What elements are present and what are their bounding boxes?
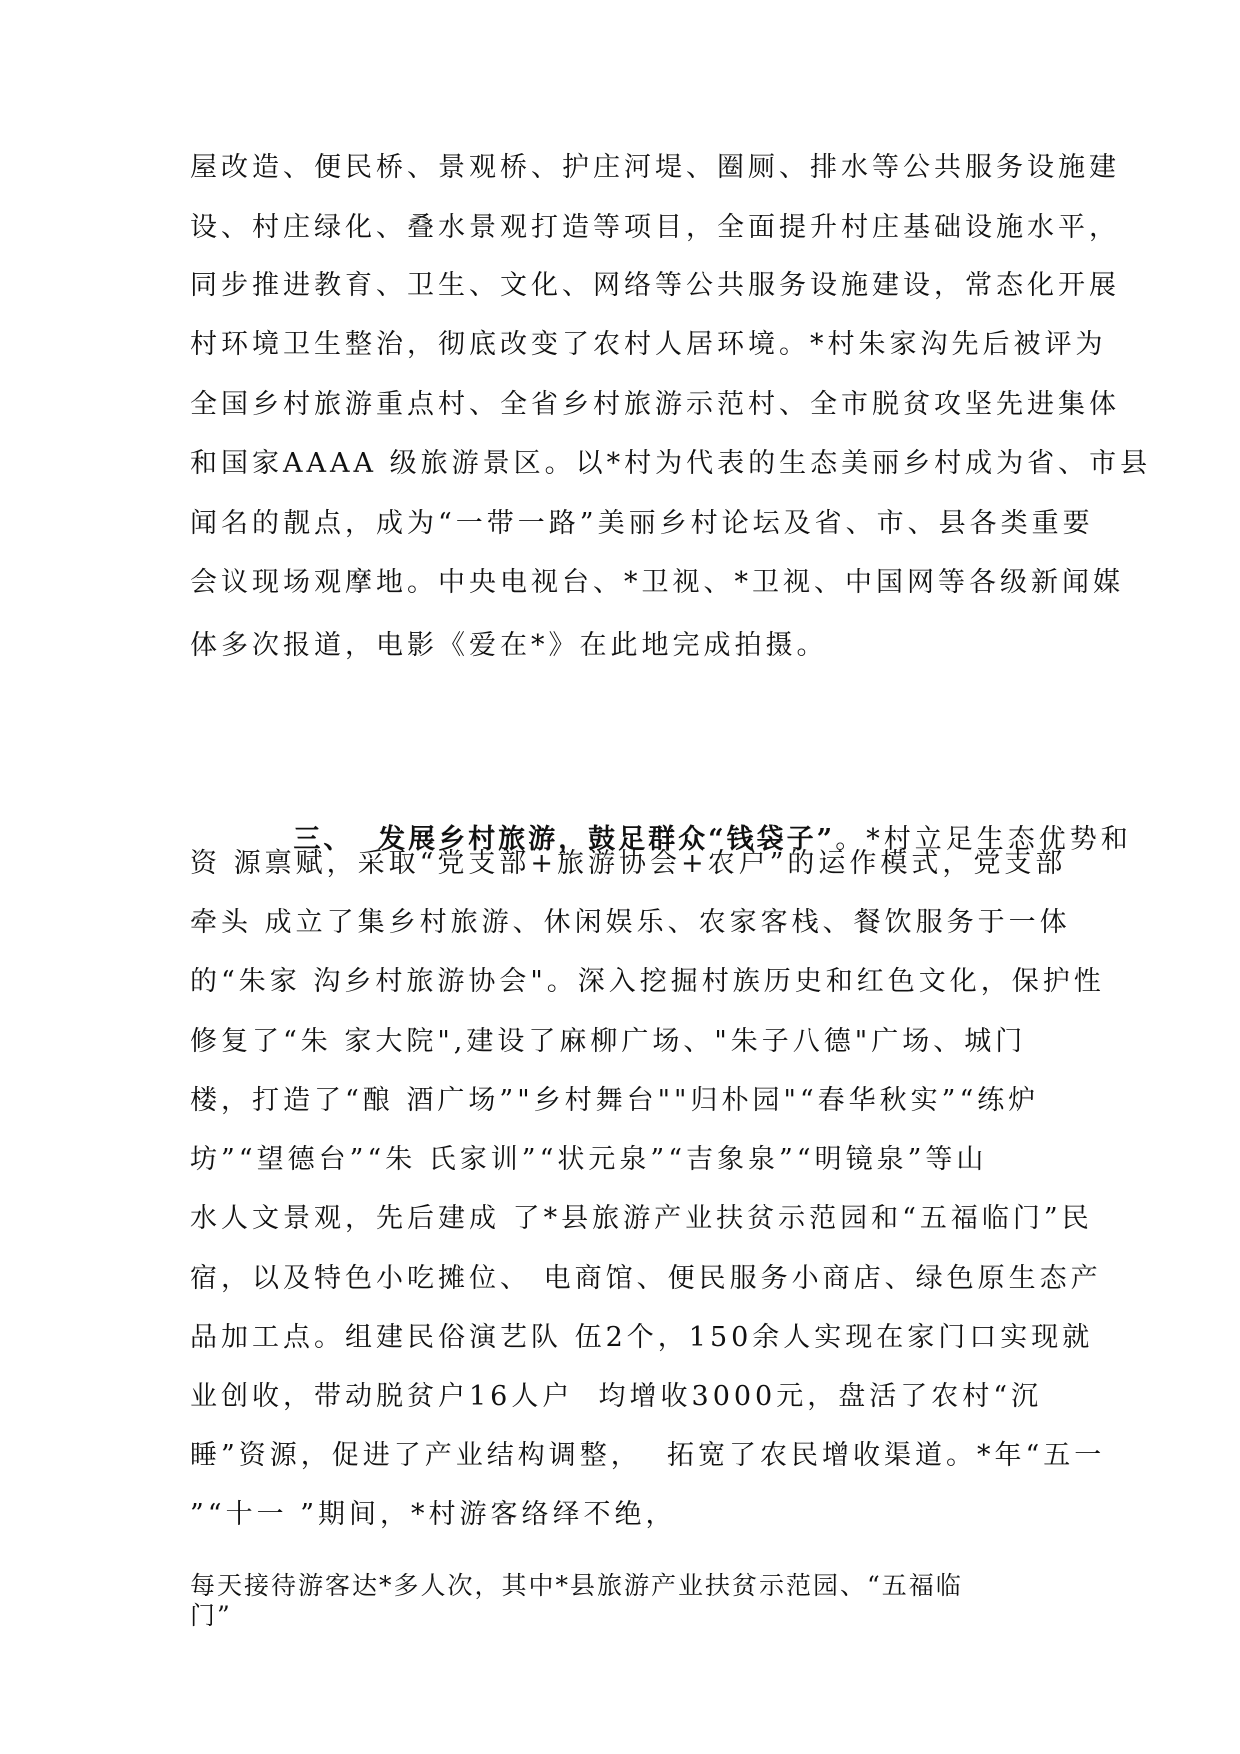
section-heading: 三、 发展乡村旅游，鼓足群众“钱袋子” — [293, 824, 836, 855]
paragraph-line: 同步推进教育、卫生、文化、网络等公共服务设施建设，常态化开展 — [190, 270, 1120, 301]
paragraph-line: 修复了“朱 家大院",建设了麻柳广场、"朱子八德"广场、城门 — [190, 1026, 1027, 1057]
paragraph-line: 屋改造、便民桥、景观桥、护庄河堤、圈厕、排水等公共服务设施建 — [190, 152, 1120, 183]
paragraph-line: 坊”“望德台”“朱 氏家训”“状元泉”“吉象泉”“明镜泉”等山 — [190, 1144, 988, 1175]
paragraph-line: 每天接待游客达*多人次，其中*县旅游产业扶贫示范园、“五福临 — [190, 1571, 963, 1600]
paragraph-line: 宿，以及特色小吃摊位、 电商馆、便民服务小商店、绿色原生态产 — [190, 1263, 1102, 1294]
paragraph-line: 的“朱家 沟乡村旅游协会"。深入挖掘村族历史和红色文化，保护性 — [190, 966, 1105, 997]
paragraph-text: 。*村立足生态优势和 — [835, 824, 1132, 855]
paragraph-line: 资 源禀赋，采取“党支部+旅游协会+农户”的运作模式，党支部 — [190, 848, 1067, 879]
paragraph-line: 全国乡村旅游重点村、全省乡村旅游示范村、全市脱贫攻坚先进集体 — [190, 389, 1120, 420]
paragraph-line: 村环境卫生整治，彻底改变了农村人居环境。*村朱家沟先后被评为 — [190, 329, 1107, 360]
paragraph-line: 楼，打造了“酿 酒广场”"乡村舞台""归朴园"“春华秋实”“练炉 — [190, 1085, 1040, 1116]
paragraph-line: 闻名的靓点，成为“一带一路”美丽乡村论坛及省、市、县各类重要 — [190, 508, 1094, 539]
paragraph-line: 睡”资源，促进了产业结构调整， 拓宽了农民增收渠道。*年“五一 — [190, 1440, 1106, 1471]
paragraph-line: 品加工点。组建民俗演艺队 伍2个，150余人实现在家门口实现就 — [190, 1322, 1094, 1353]
paragraph-line: 和国家AAAA 级旅游景区。以*村为代表的生态美丽乡村成为省、市县 — [190, 448, 1152, 479]
paragraph-line: 设、村庄绿化、叠水景观打造等项目，全面提升村庄基础设施水平， — [190, 212, 1120, 243]
paragraph-line: 会议现场观摩地。中央电视台、*卫视、*卫视、中国网等各级新闻媒 — [190, 567, 1124, 598]
paragraph-line: ”“十一 ”期间，*村游客络绎不绝， — [190, 1499, 677, 1530]
paragraph-line: 门” — [190, 1601, 232, 1630]
paragraph-line: 牵头 成立了集乡村旅游、休闲娱乐、农家客栈、餐饮服务于一体 — [190, 907, 1071, 938]
paragraph-line: 水人文景观，先后建成 了*县旅游产业扶贫示范园和“五福临门”民 — [190, 1203, 1093, 1234]
paragraph-line: 业创收，带动脱贫户16人户 均增收3000元，盘活了农村“沉 — [190, 1381, 1043, 1412]
paragraph-line: 体多次报道，电影《爱在*》在此地完成拍摄。 — [190, 630, 828, 661]
